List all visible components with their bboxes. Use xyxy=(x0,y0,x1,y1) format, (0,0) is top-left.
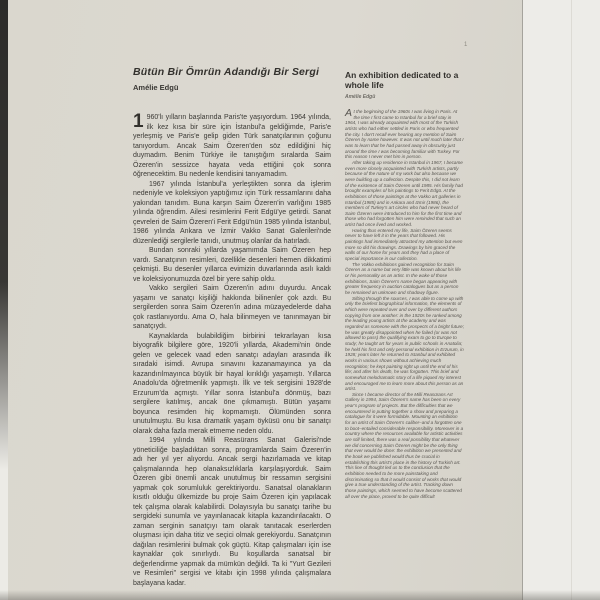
page-number: 1 xyxy=(464,42,468,48)
turkish-article-author: Amélie Edgü xyxy=(133,83,179,92)
next-page-edge xyxy=(571,0,572,600)
paragraph: After taking up residence in Istanbul in 1967, I became even more closely acquainted with Turkish artists, partly because of the nature of my work but also because we were building up a collection. Despite this, I did not learn of the existence of Saim Özeren until 1985. His family had brought examples of his paintings to Ferit Edgü. At the exhibitions of those paintings at the Vakko art galleries in Istanbul (1985) and in Ankara and Izmir (1986), the members of Turkey's art circles who had never heard of Saim Özeren were introduced to him for the first time and those who had forgotten him were reminded that such an artist had once lived and worked. xyxy=(345,159,463,228)
paragraph xyxy=(345,109,464,160)
paragraph: 1994 yılında Milli Reasürans Sanat Galerisi'nde yöneticiliğe başladıktan sonra, programlarda Saim Özeren'in adı her yıl yer alıyordu. Ancak sergi hazırlamada ve kitap çalışmalarında hep olanaksızlıklarla karşılaşıyorduk. Saim Özeren gibi önemli ancak unutulmuş bir ressamın sergisini yapmak çok sorumluluk gerektiriyordu. Sanatsal olanakların kısıtlı olduğu ülkemizde bu proje Saim Özeren için yapılacak tek çalışma olarak kalabilirdi. Dolayısıyla bu sanatçı tarihe bu sergideki sunumla ve yayınlanacak kitapla kazandırılacaktı. O zaman serginin sanatçıyı tam olarak tanıtacak eserlerden oluşması için daha titiz ve seçici olmak gerekiyordu. Sanatçının dağılan resimlerini bulmak çok güçtü. Kitap çalışmaları için ise kaynaklar çok sınırlıydı. Bu koşullarda sanatsal bir değerlendirme yapmak da mümkün değildi. Ta ki "Yurt Gezileri ve Resimleri" sergisi ve kitabı için 1998 yılında çalışmalara başlayana kadar. xyxy=(133,437,331,587)
paragraph: Since I became director of the Milli Reasürans Art Gallery in 1994, Saim Özeren's name has been on every year's program of projects. But the difficulties that we encountered in putting together a show and preparing a catalogue for it were formidable. Mounting an exhibition for an artist of Saim Özeren's caliber–and a forgotten one to boot–entailed considerable responsibility. Moreover in a country where the resources available for artistic activities are still limited, there was a real possibility that whatever we did concerning Saim Özeren might be the only thing that ever would be done: the exhibition we presented and the book we published would thus be crucial in establishing this artist's place in the history of Turkish art. This line of thought led us to the conclusion that the exhibition needed to be more painstaking and discriminating so that it would consist of works that would give a true understanding of the artist. Tracking down those paintings, which seemed to have become scattered all over the place, proved to be quite difficult xyxy=(345,391,464,499)
turkish-article xyxy=(133,66,331,588)
english-article-body xyxy=(345,109,464,499)
paragraph: The Vakko exhibitions gained recognition for Saim Özeren as a name but very little was known about his life or his personality as an artist. In the wake of those exhibitions, Saim Özeren's name began appearing with greater frequency in auction catalogues but as a person he remained an unknown and shadowy figure. xyxy=(345,261,461,295)
dropcap: 1 xyxy=(133,111,144,132)
paragraph-text: t the beginning of the 1960s I was living in Paris. At the time I first came to Istanbul for a brief stay in 1964, I was already acquainted with most of the Turkish artists who had either settled in Paris or who frequented the city. I don't recall ever hearing any mention of Saim Özeren by name however. It was not until much later that I was to learn that he had passed away in obscurity just around the time I was becoming familiar with Turkey. For this reason I never met him in person. xyxy=(345,109,464,160)
paragraph: 1967 yılında İstanbul'a yerleştikten sonra da işlerim nedeniyle ve koleksiyon yaptığımız için Türk ressamlarını daha yakından tanıdım. Buna karşın Saim Özeren'in varlığını 1985 yılında öğrendim. Ailesi resimlerini Ferit Edgü'ye getirdi. Sanat çevreleri de Saim Özeren'i Ferit Edgü'nün 1985 yılında İstanbul, 1986 yılında Ankara ve İzmir Vakko Sanat Galerileri'nde düzenlediği sergilerle tanıdı, unutmuş olanlar da hatırladı. xyxy=(133,180,331,245)
paragraph: Bundan sonraki yıllarda yaşamımda Saim Özeren hep vardı. Sanatçının resimleri, özellikle desenleri hemen dikkatimi çekmişti. Bu desenler yıllarca evimizin duvarlarında asılı kaldı ve koleksiyonumuzda özel bir yere sahip oldu. xyxy=(133,247,331,283)
paragraph: Sifting through the sources, I was able to come up with only the briefest biographical information, the elements of which were repeated over and over by different authors copying from one another: in the 1920s he ranked among the leading young artists at the academy and was regarded as someone with the prospects of a bright future; he was greatly disappointed when he failed (or was not allowed to pass) the qualifying exam to go to Europe to study; he taught art for years in public schools in Anatolia; he held his first and only personal exhibition in Erzurum, in 1928; years later he returned to Istanbul and exhibited works in various shows without achieving much recognition; he kept painting right up until the end of his life; and after his death, he was forgotten. This brief and somewhat melodramatic story of a life piqued my interest and encouraged me to learn more about this person as an artist. xyxy=(345,295,464,392)
english-article xyxy=(345,70,464,499)
paragraph xyxy=(133,113,331,180)
binding-shadow xyxy=(0,0,8,470)
turkish-article-body xyxy=(133,113,331,588)
english-article-title: An exhibition dedicated to a whole life xyxy=(345,70,459,90)
scanner-margin xyxy=(523,0,600,600)
paragraph: Vakko sergileri Saim Özeren'in adını duyurdu. Ancak yaşamı ve sanatçı kişiliği hakkında bilinenler çok azdı. Bu sergilerden sonra Saim Özeren'in adına müzayedelerde daha çok rastlanıyordu. Ama O, hala bilinmeyen ve tanınmayan bir sanatçıydı. xyxy=(133,285,331,330)
paragraph: Kaynaklarda bulabildiğim birbirini tekrarlayan kısa biyografik bilgilere göre, 1920'li yıllarda, Akademi'nin önde gelen ve gelecek vaad eden sanatçı adayları arasında ilk sıradaki isimdi. Avrupa sınavını kazanamayınca ya da kazandırılmayınca büyük bir hayal kırıklığı yaşamıştı. Yıllarca Anadolu'da öğretmenlik yapmıştı. İlk ve tek sergisini 1928'de Erzurum'da açmıştı. Yıllar sonra İstanbul'a dönmüş, bazı sergilere katılmış, ancak öne çıkmamıştı. Bütün yaşamı boyunca resimden hiç kopmamıştı. Ölümünden sonra unutulmuştu. Bu kısa dramatik yaşam öyküsü onu bir sanatçı olarak daha fazla merak etmeme neden oldu. xyxy=(133,332,331,435)
paragraph-text: 960'lı yılların başlarında Paris'te yaşıyordum. 1964 yılında, ilk kez kısa bir süre için İstanbul'a geldiğimde, Paris'e yerleşmiş ve Paris'e gelip giden Türk sanatçılarının çoğunu tanıyordum. Ancak Saim Özeren'den söz edildiğini hiç duymadım. Benim Türkiye ile tanıştığım sıralarda Saim Özeren'in sessizce hayata veda ettiğini çok sonra öğrenecektim. Bu nedenle kendisini tanıyamadım. xyxy=(133,114,331,178)
paragraph: Having thus entered my life, Saim Özeren seems never to have left it in the years that followed. His paintings had immediately attracted my attention but even more so did his drawings. Drawings by him graced the walls of our home for years and they had a place of special importance in our collection. xyxy=(345,227,463,262)
page-bottom-shadow xyxy=(0,590,600,600)
turkish-article-title: Bütün Bir Ömrün Adandığı Bir Sergi xyxy=(133,66,320,78)
dropcap: A xyxy=(345,107,353,119)
english-article-author: Amélie Edgü xyxy=(345,94,376,100)
